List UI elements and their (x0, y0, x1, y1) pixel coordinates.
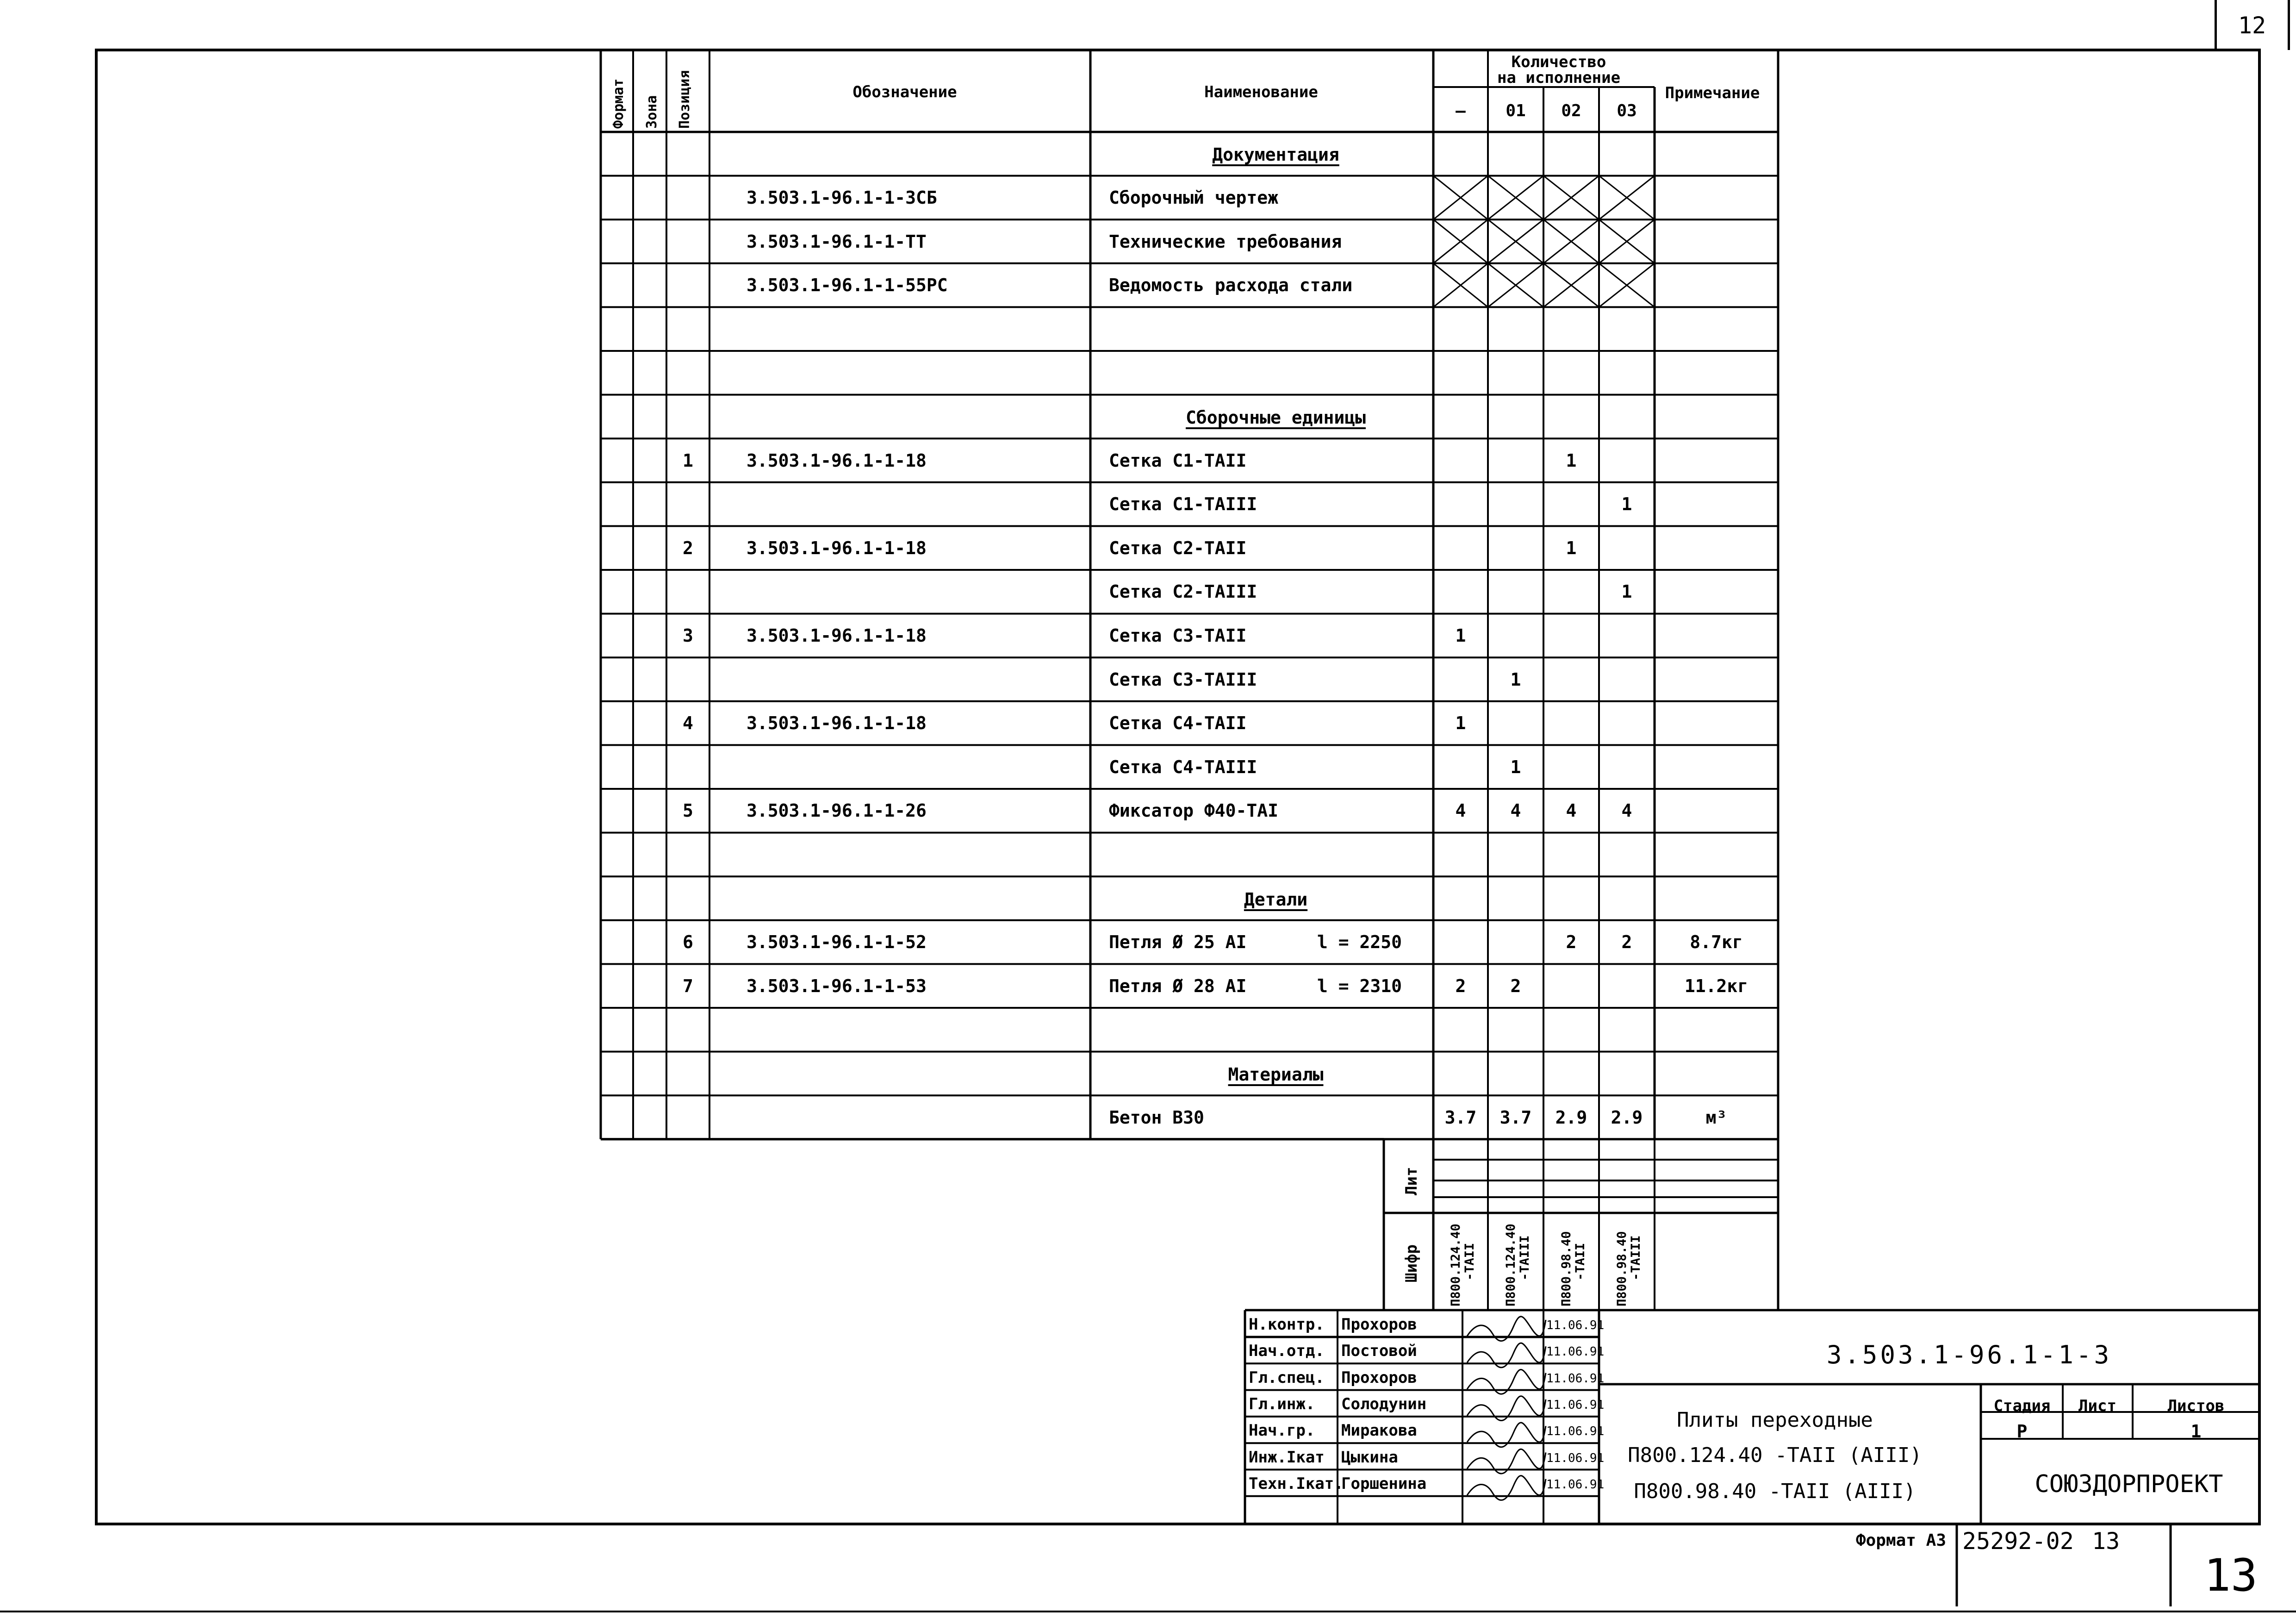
row-name: Сетка С4-ТАIII (1109, 756, 1257, 777)
signature-name: Цыкина (1341, 1448, 1398, 1467)
qty-value: 2 (1621, 932, 1632, 953)
row-position: 2 (683, 537, 693, 558)
row-designation: 3.503.1-96.1-1-3СБ (747, 187, 937, 208)
section-heading: Материалы (1228, 1064, 1324, 1085)
shifr-code-line1: П800.124.40 (1504, 1224, 1518, 1306)
qty-value: 2.9 (1555, 1107, 1587, 1128)
header-qty-line1: Количество (1511, 53, 1606, 71)
qty-value: 1 (1510, 669, 1521, 690)
row-note: м³ (1705, 1107, 1727, 1128)
row-name: Ведомость расхода стали (1109, 275, 1353, 296)
signature-role: Гл.спец. (1249, 1368, 1325, 1387)
title-line-3: П800.98.40 -ТАII (АIII) (1634, 1480, 1916, 1503)
row-note: 8.7кг (1690, 932, 1743, 953)
row-designation: 3.503.1-96.1-1-18 (747, 625, 927, 646)
inventory-page: 13 (2092, 1528, 2120, 1555)
row-designation: 3.503.1-96.1-1-55РС (747, 275, 948, 296)
sheet-number-big: 13 (2204, 1549, 2258, 1601)
title-line-2: П800.124.40 -ТАII (АIII) (1628, 1443, 1922, 1467)
header-qty-line2: на исполнение (1497, 69, 1621, 87)
qty-col-header: — (1456, 101, 1466, 120)
row-designation: 3.503.1-96.1-1-ТТ (747, 231, 927, 252)
row-name: Сетка С4-ТАII (1109, 713, 1247, 734)
signature-date: 11.06.91 (1546, 1477, 1605, 1492)
stage-value: Р (2016, 1421, 2028, 1442)
row-name: Сетка С1-ТАII (1109, 450, 1247, 471)
qty-col-header: 03 (1617, 101, 1637, 120)
signature-role: Н.контр. (1249, 1315, 1325, 1334)
qty-value: 3.7 (1444, 1107, 1477, 1128)
signature-date: 11.06.91 (1546, 1371, 1605, 1386)
shifr-code-line1: П800.98.40 (1615, 1231, 1629, 1306)
shifr-code-line1: П800.124.40 (1449, 1224, 1463, 1306)
sheets-value: 1 (2190, 1421, 2202, 1442)
signature-name: Миракова (1341, 1421, 1417, 1440)
row-designation: 3.503.1-96.1-1-18 (747, 537, 927, 558)
row-name: Бетон В30 (1109, 1107, 1204, 1128)
header-note: Примечание (1665, 84, 1760, 102)
qty-value: 1 (1455, 625, 1466, 646)
signature-role: Нач.отд. (1249, 1342, 1325, 1361)
sheet-label: Лист (2078, 1397, 2116, 1415)
row-position: 3 (683, 625, 693, 646)
signature-date: 11.06.91 (1546, 1345, 1605, 1359)
row-position: 1 (683, 450, 693, 471)
row-name: Фиксатор Ф40-ТАI (1109, 800, 1279, 821)
row-name: Петля Ø 28 АI (1109, 975, 1247, 996)
header-designation: Обозначение (852, 83, 957, 101)
row-position: 4 (683, 713, 693, 734)
qty-value: 4 (1621, 800, 1632, 821)
corner-sheet-number: 12 (2238, 12, 2266, 39)
row-name: Петля Ø 25 АI (1109, 932, 1247, 953)
row-name: Технические требования (1109, 231, 1342, 252)
header-zone: Зона (644, 95, 660, 129)
shifr-code-line2: -ТАII (1573, 1243, 1587, 1280)
qty-value: 2 (1455, 975, 1466, 996)
document-code: 3.503.1-96.1-1-3 (1826, 1340, 2112, 1369)
inventory-number: 25292-02 (1962, 1528, 2074, 1555)
row-position: 7 (683, 975, 693, 996)
format-label: Формат А3 (1855, 1531, 1946, 1550)
row-length: l = 2310 (1317, 975, 1402, 996)
shifr-label: Шифр (1402, 1244, 1421, 1282)
row-name: Сборочный чертеж (1109, 187, 1279, 208)
shifr-code-line2: -ТАII (1462, 1243, 1477, 1280)
signature-date: 11.06.91 (1546, 1451, 1605, 1465)
row-designation: 3.503.1-96.1-1-26 (747, 800, 927, 821)
row-designation: 3.503.1-96.1-1-53 (747, 975, 927, 996)
qty-value: 4 (1455, 800, 1466, 821)
qty-value: 4 (1566, 800, 1577, 821)
row-note: 11.2кг (1684, 975, 1748, 996)
shifr-code-line1: П800.98.40 (1559, 1231, 1574, 1306)
row-position: 5 (683, 800, 693, 821)
row-length: l = 2250 (1317, 932, 1402, 953)
row-name: Сетка С1-ТАIII (1109, 494, 1257, 515)
row-name: Сетка С3-ТАIII (1109, 669, 1257, 690)
stage-label: Стадия (1993, 1397, 2051, 1415)
row-name: Сетка С2-ТАII (1109, 537, 1247, 558)
signature-role: Гл.инж. (1249, 1394, 1315, 1413)
qty-col-header: 01 (1506, 101, 1526, 120)
qty-value: 1 (1566, 537, 1577, 558)
qty-col-header: 02 (1561, 101, 1581, 120)
signature-name: Горшенина (1341, 1474, 1427, 1493)
lit-label: Лит (1402, 1167, 1421, 1195)
qty-value: 1 (1455, 713, 1466, 734)
sheets-label: Листов (2167, 1397, 2225, 1415)
signature-role: Нач.гр. (1249, 1421, 1315, 1440)
signature-name: Прохоров (1341, 1315, 1417, 1334)
title-line-1: Плиты переходные (1677, 1408, 1873, 1432)
qty-value: 4 (1510, 800, 1521, 821)
row-designation: 3.503.1-96.1-1-52 (747, 932, 927, 953)
qty-value: 1 (1510, 756, 1521, 777)
row-name: Сетка С2-ТАIII (1109, 581, 1257, 602)
signature-date: 11.06.91 (1546, 1424, 1605, 1439)
qty-value: 2 (1566, 932, 1577, 953)
header-name: Наименование (1204, 83, 1318, 101)
signature-name: Солодунин (1341, 1394, 1427, 1413)
signature-date: 11.06.91 (1546, 1318, 1605, 1332)
qty-value: 2.9 (1611, 1107, 1643, 1128)
header-position: Позиция (677, 70, 693, 129)
qty-value: 3.7 (1500, 1107, 1532, 1128)
section-heading: Документация (1212, 144, 1339, 165)
row-designation: 3.503.1-96.1-1-18 (747, 450, 927, 471)
qty-value: 1 (1566, 450, 1577, 471)
signature-role: Техн.Iкат. (1249, 1474, 1344, 1493)
shifr-code-line2: -ТАIII (1629, 1235, 1643, 1280)
organization: СОЮЗДОРПРОЕКТ (2035, 1470, 2223, 1498)
row-name: Сетка С3-ТАII (1109, 625, 1247, 646)
row-position: 6 (683, 932, 693, 953)
shifr-code-line2: -ТАIII (1518, 1235, 1532, 1280)
qty-value: 1 (1621, 581, 1632, 602)
signature-name: Постовой (1341, 1342, 1417, 1361)
row-designation: 3.503.1-96.1-1-18 (747, 713, 927, 734)
signature-date: 11.06.91 (1546, 1398, 1605, 1412)
header-format: Формат (610, 78, 627, 129)
signature-role: Инж.Iкат (1249, 1448, 1325, 1467)
signature-name: Прохоров (1341, 1368, 1417, 1387)
qty-value: 1 (1621, 494, 1632, 515)
qty-value: 2 (1510, 975, 1521, 996)
section-heading: Детали (1244, 889, 1308, 910)
section-heading: Сборочные единицы (1186, 407, 1366, 428)
